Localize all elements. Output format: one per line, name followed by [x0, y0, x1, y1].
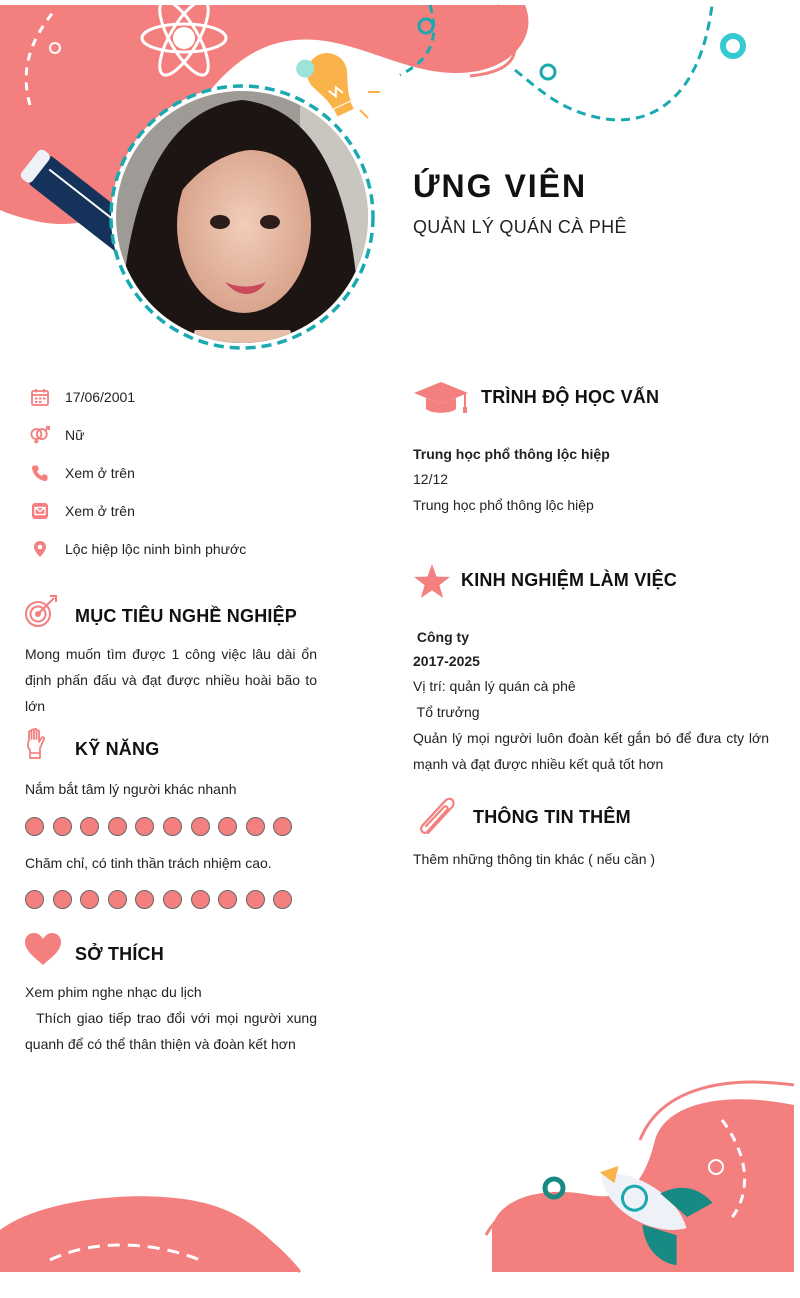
dob-value: 17/06/2001 — [65, 389, 136, 405]
location-icon — [30, 539, 50, 559]
objective-text: Mong muốn tìm được 1 công việc lâu dài ổn định phấn đấu và đạt được nhiều hoài bão to lớn — [25, 646, 317, 714]
hobbies-line-2: Thích giao tiếp trao đổi với mọi người xung quanh để có thể thân thiện và đoàn kết hơn — [25, 1010, 321, 1052]
rating-dot — [191, 890, 210, 909]
rating-dot — [191, 817, 210, 836]
rating-dot — [135, 817, 154, 836]
experience-description: Quản lý mọi người luôn đoàn kết gắn bó để đưa cty lớn mạnh và đạt được nhiều kết quả tốt hơn — [413, 730, 769, 772]
info-dob — [30, 385, 136, 409]
info-email — [30, 499, 135, 523]
address-value: Lộc hiệp lộc ninh bình phước — [65, 541, 247, 557]
calendar-icon — [30, 387, 50, 407]
target-icon — [24, 594, 58, 628]
star-icon — [413, 563, 451, 599]
objective-title: MỤC TIÊU NGHỀ NGHIỆP — [75, 606, 298, 626]
hand-icon — [25, 728, 49, 760]
info-address — [30, 537, 247, 561]
rating-dot — [108, 890, 127, 909]
education-title: TRÌNH ĐỘ HỌC VẤN — [481, 387, 660, 407]
education-description: Trung học phổ thông lộc hiệp — [413, 497, 594, 513]
rating-dot — [53, 817, 72, 836]
skills-title: KỸ NĂNG — [75, 739, 160, 759]
info-phone — [30, 461, 135, 485]
rating-dot — [135, 890, 154, 909]
candidate-name: ỨNG VIÊN — [413, 168, 588, 204]
email-icon — [30, 501, 50, 521]
experience-position: Vị trí: quản lý quán cà phê — [413, 678, 576, 694]
rating-dot — [25, 890, 44, 909]
rating-dot — [218, 890, 237, 909]
avatar — [0, 0, 800, 380]
rating-dot — [246, 890, 265, 909]
rating-dot — [25, 817, 44, 836]
rating-dot — [80, 817, 99, 836]
experience-company: Công ty — [413, 629, 469, 645]
gender-icon — [30, 425, 50, 445]
experience-title: KINH NGHIỆM LÀM VIỆC — [461, 570, 678, 590]
email-value: Xem ở trên — [65, 503, 135, 519]
rating-dot — [53, 890, 72, 909]
rating-dot — [273, 890, 292, 909]
phone-value: Xem ở trên — [65, 465, 135, 481]
paperclip-icon — [416, 797, 458, 837]
rating-dot — [108, 817, 127, 836]
skill-name: Chăm chỉ, có tinh thần trách nhiệm cao. — [25, 855, 272, 871]
skill-name: Nắm bắt tâm lý người khác nhanh — [25, 781, 237, 797]
heart-icon — [24, 932, 62, 966]
hobbies-title: SỞ THÍCH — [75, 944, 164, 964]
bottom-decoration — [0, 1060, 800, 1298]
additional-text: Thêm những thông tin khác ( nếu cần ) — [413, 851, 656, 867]
experience-period: 2017-2025 — [413, 653, 480, 669]
rating-dot — [163, 890, 182, 909]
education-period: 12/12 — [413, 471, 449, 487]
skill-rating — [25, 817, 292, 836]
experience-line: Tổ trưởng — [413, 704, 480, 720]
rating-dot — [218, 817, 237, 836]
info-gender — [30, 423, 85, 447]
rating-dot — [246, 817, 265, 836]
skill-rating — [25, 890, 292, 909]
graduation-cap-icon — [413, 380, 469, 416]
rating-dot — [80, 890, 99, 909]
hobbies-line-1: Xem phim nghe nhạc du lịch — [25, 984, 202, 1000]
additional-title: THÔNG TIN THÊM — [473, 807, 631, 827]
gender-value: Nữ — [65, 427, 85, 443]
job-title: QUẢN LÝ QUÁN CÀ PHÊ — [413, 217, 627, 237]
phone-icon — [30, 463, 50, 483]
rating-dot — [273, 817, 292, 836]
education-school: Trung học phổ thông lộc hiệp — [413, 446, 610, 462]
rating-dot — [163, 817, 182, 836]
